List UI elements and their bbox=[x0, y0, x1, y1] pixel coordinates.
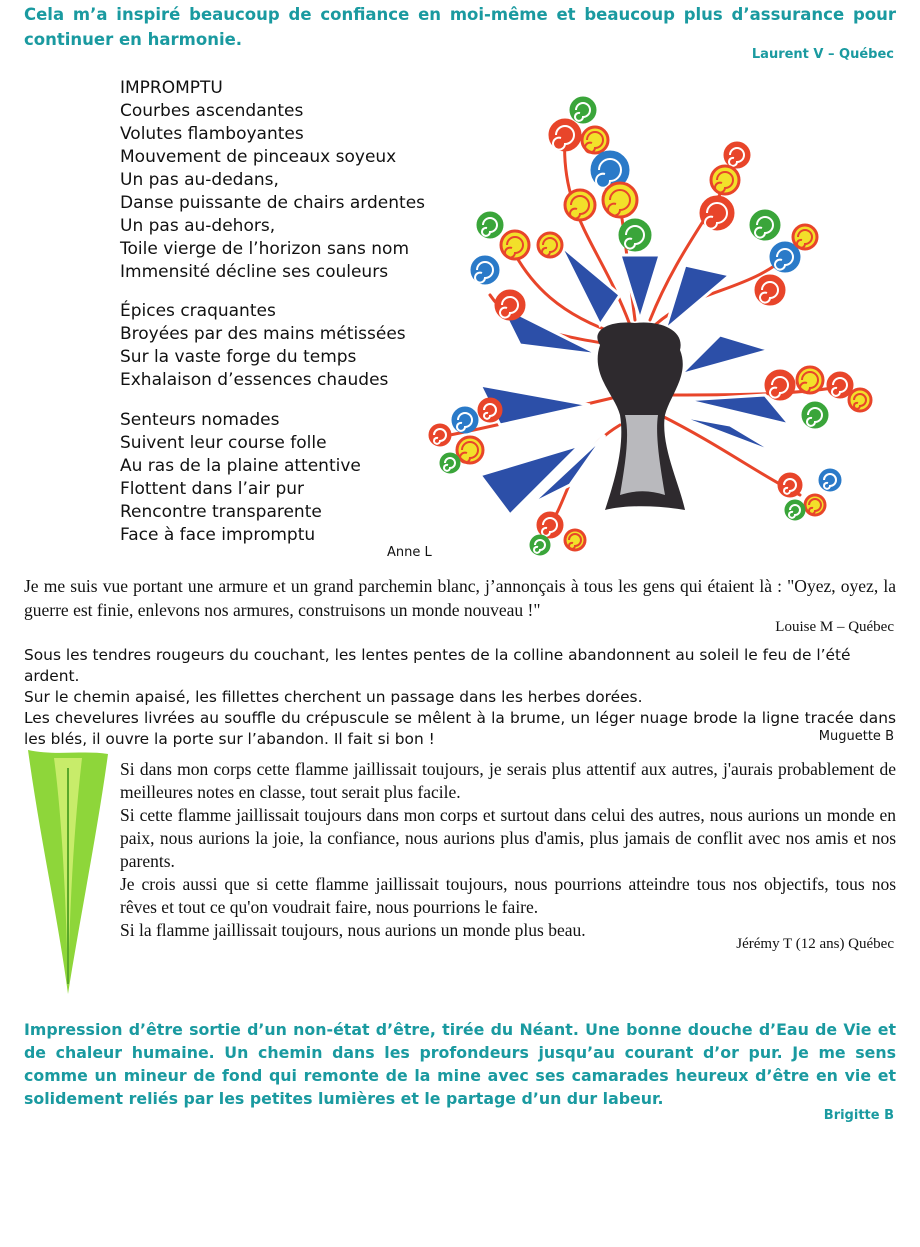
spiral-icon bbox=[478, 213, 502, 237]
poem-line: Un pas au-dedans, bbox=[120, 170, 279, 190]
brigitte-author: Brigitte B bbox=[823, 1108, 894, 1123]
poem-author: Anne L bbox=[387, 545, 432, 560]
spiral-icon bbox=[803, 403, 827, 427]
spiral-icon bbox=[786, 501, 804, 519]
muguette-author: Muguette B bbox=[818, 729, 894, 744]
spiral-icon bbox=[828, 373, 852, 397]
jeremy-paragraph: Si cette flamme jaillissait toujours dans mon corps et surtout dans celui des autres, nous aurions un monde en paix, nous aurions la joie, la confiance, nous aurions plus d'amis, plus jamais de conflit avec nos amis et nos parents. bbox=[120, 805, 896, 871]
poem-line: Broyées par des mains métissées bbox=[120, 324, 406, 344]
spiral-icon bbox=[457, 437, 483, 463]
jeremy-paragraph: Si dans mon corps cette flamme jaillissait toujours, je serais plus attentif aux autres, j'aurais probablement de meilleures notes en classe, tout serait plus facile. bbox=[120, 759, 896, 802]
jeremy-paragraph: Si la flamme jaillissait toujours, nous aurions un monde plus beau. bbox=[120, 920, 586, 940]
muguette-line: Sous les tendres rougeurs du couchant, les lentes pentes de la colline abandonnent au soleil le feu de l’été ardent. bbox=[24, 646, 851, 685]
poem-title: IMPROMPTU bbox=[120, 78, 223, 98]
spiral-icon bbox=[620, 220, 650, 250]
jeremy-author: Jérémy T (12 ans) Québec bbox=[736, 936, 894, 952]
spiral-icon bbox=[472, 257, 498, 283]
poem-line: Au ras de la plaine attentive bbox=[120, 456, 361, 476]
tree-illustration bbox=[420, 95, 880, 560]
flame-leaf-icon bbox=[24, 748, 112, 998]
spiral-icon bbox=[571, 98, 595, 122]
spiral-icon bbox=[565, 190, 595, 220]
poem-line: Suivent leur course folle bbox=[120, 433, 327, 453]
poem-line: Exhalaison d’essences chaudes bbox=[120, 370, 389, 390]
spiral-icon bbox=[531, 536, 549, 554]
spiral-icon bbox=[538, 513, 562, 537]
poem-line: Sur la vaste forge du temps bbox=[120, 347, 357, 367]
spiral-icon bbox=[711, 166, 739, 194]
spiral-icon bbox=[849, 389, 871, 411]
spiral-icon bbox=[430, 425, 450, 445]
louise-text: Je me suis vue portant une armure et un grand parchemin blanc, j’annonçais à tous les gens qui étaient là : "Oyez, oyez, la guerre est finie, enlevons nos armures, construisons un monde nouveau !" bbox=[24, 576, 896, 620]
spiral-icon bbox=[582, 127, 608, 153]
spiral-icon bbox=[496, 291, 524, 319]
muguette-text bbox=[24, 645, 904, 750]
spiral-icon bbox=[538, 233, 562, 257]
jeremy-paragraph: Je crois aussi que si cette flamme jaillissait toujours, nous pourrions atteindre tous nos objectifs, tous nos rêves et tout ce qu'on voudrait faire, nous pourrions le faire. bbox=[120, 874, 896, 917]
spiral-icon bbox=[820, 470, 840, 490]
spiral-icon bbox=[751, 211, 779, 239]
poem-stanza-2 bbox=[120, 300, 440, 392]
spiral-icon bbox=[603, 183, 637, 217]
spiral-icon bbox=[771, 243, 799, 271]
poem-line: Face à face impromptu bbox=[120, 525, 316, 545]
poem-line: Mouvement de pinceaux soyeux bbox=[120, 147, 397, 167]
intro-text: Cela m’a inspiré beaucoup de confiance en moi-même et beaucoup plus d’assurance pour continuer en harmonie. bbox=[24, 5, 896, 49]
intro-author: Laurent V – Québec bbox=[751, 47, 894, 62]
spiral-icon bbox=[453, 408, 477, 432]
poem-line: Rencontre transparente bbox=[120, 502, 322, 522]
spiral-icon bbox=[501, 231, 529, 259]
poem-line: Senteurs nomades bbox=[120, 410, 280, 430]
poem-line: Un pas au-dehors, bbox=[120, 216, 276, 236]
poem-line: Volutes flamboyantes bbox=[120, 124, 304, 144]
poem-stanza-3 bbox=[120, 409, 440, 547]
spiral-icon bbox=[805, 495, 825, 515]
spiral-icon bbox=[479, 399, 501, 421]
poem-line: Toile vierge de l’horizon sans nom bbox=[120, 239, 410, 259]
louise-author: Louise M – Québec bbox=[775, 619, 894, 635]
spiral-icon bbox=[701, 197, 733, 229]
poem-line: Immensité décline ses couleurs bbox=[120, 262, 389, 282]
spiral-icon bbox=[550, 120, 580, 150]
brigitte-text: Impression d’être sortie d’un non-état d’être, tirée du Néant. Une bonne douche d’Eau de Vie et de chaleur humaine. Un chemin dans les profondeurs jusqu’au courant d’or pur. Je me sens comme un mineur de fond qui remonte de la mine avec ses camarades heureux d’être en vie et solidement reliés par les petites lumières et le partage d’un dur labeur. bbox=[24, 1020, 896, 1108]
spiral-icon bbox=[725, 143, 749, 167]
poem-line: Courbes ascendantes bbox=[120, 101, 304, 121]
spiral-icon bbox=[565, 530, 585, 550]
spiral-icon bbox=[766, 371, 794, 399]
spiral-icon bbox=[793, 225, 817, 249]
spiral-icon bbox=[779, 474, 801, 496]
poem-stanza-1 bbox=[120, 77, 440, 284]
spiral-icon bbox=[797, 367, 823, 393]
muguette-line: Sur le chemin apaisé, les fillettes cherchent un passage dans les herbes dorées. bbox=[24, 688, 643, 706]
jeremy-text bbox=[120, 758, 896, 942]
spiral-icon bbox=[441, 454, 459, 472]
poem-line: Flottent dans l’air pur bbox=[120, 479, 304, 499]
poem-line: Épices craquantes bbox=[120, 301, 276, 321]
muguette-line: Les chevelures livrées au souffle du crépuscule se mêlent à la brume, un léger nuage brode la ligne tracée dans les blés, il ouvre la porte sur l’abandon. Il fait si bon ! bbox=[24, 709, 896, 748]
poem-line: Danse puissante de chairs ardentes bbox=[120, 193, 426, 213]
spiral-icon bbox=[756, 276, 784, 304]
